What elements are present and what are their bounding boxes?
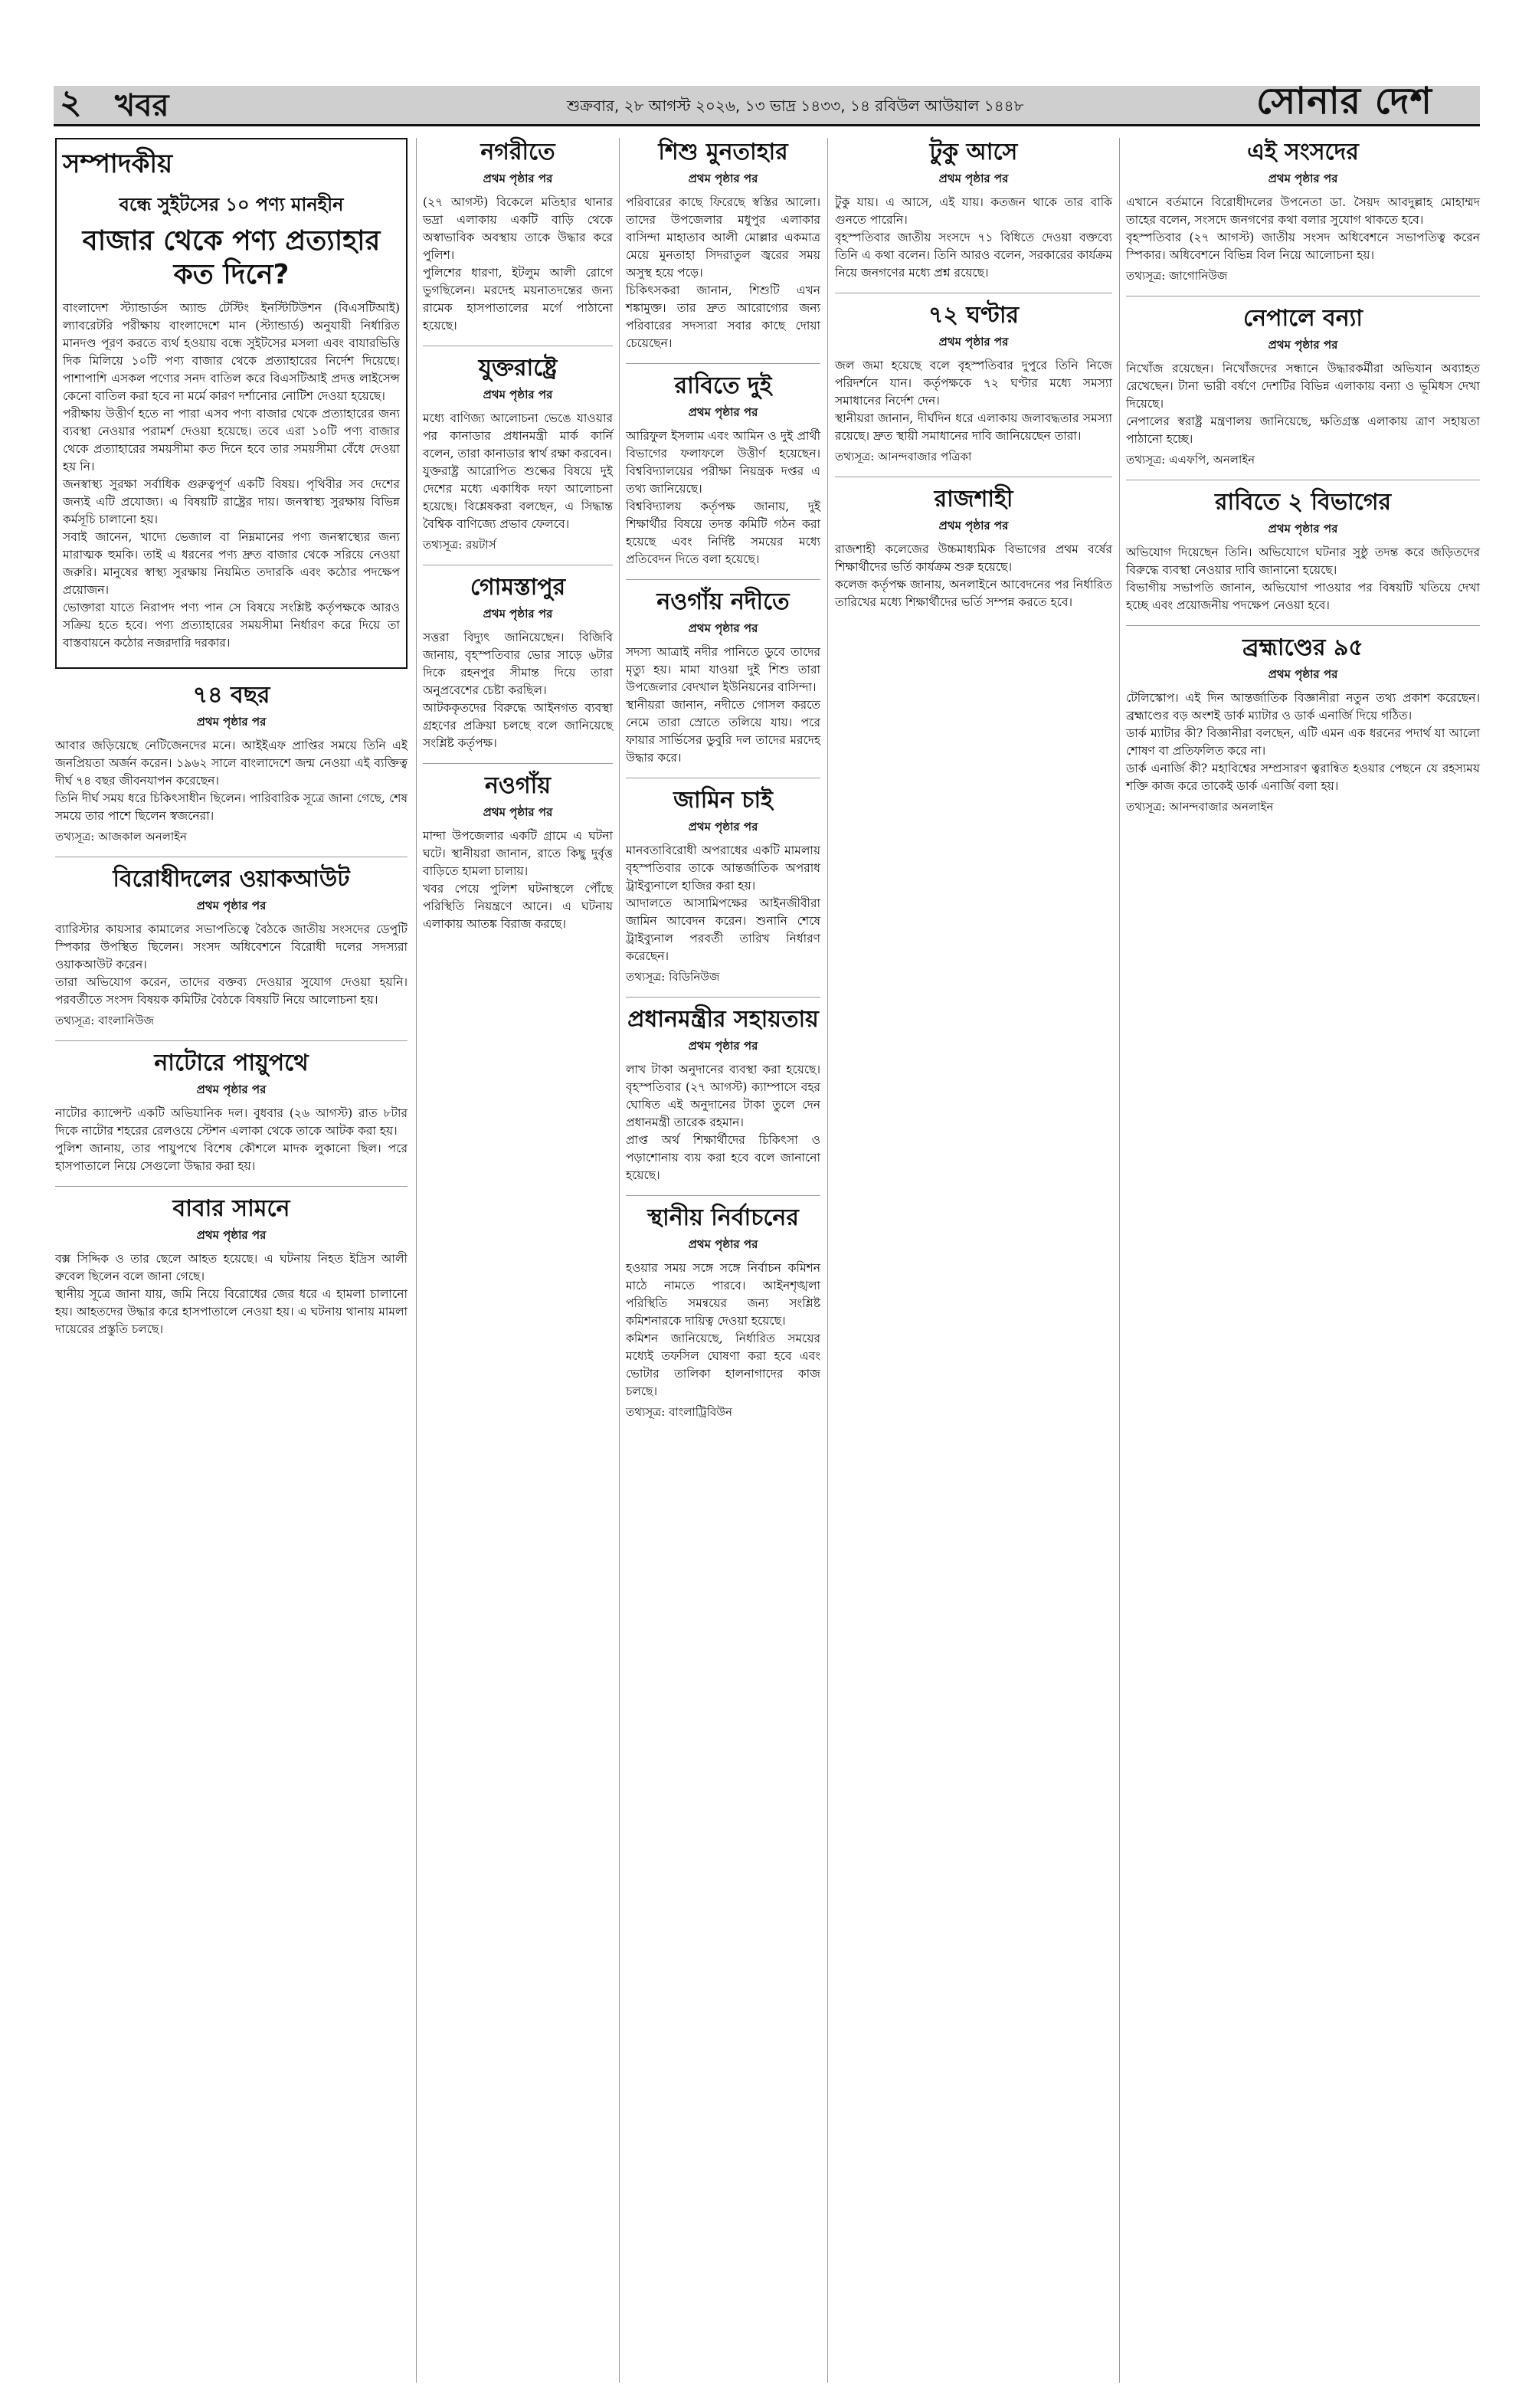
article-universe xyxy=(1126,634,1480,816)
article-paragraph: আবার জড়িয়েছে নেটিজেনদের মনে। আইইএফ প্রাপ্তির সময়ে তিনি এই জনপ্রিয়তা অর্জন করেন। ১৯৬২ সালে বাংলাদেশে জন্ম নেওয়া এই ব্যক্তিত্ব দীর্ঘ ৭৪ বছর জীবনযাপন করেছেন। xyxy=(55,739,408,788)
article-title: টুকু আসে xyxy=(929,139,1018,165)
article-tuku xyxy=(835,138,1112,282)
divider xyxy=(626,363,820,364)
article-paragraph: ডার্ক ম্যাটার কী? বিজ্ঞানীরা বলছেন, এটি এমন এক ধরনের পদার্থ যা আলো শোষণ বা প্রতিফলিত করে না। xyxy=(1126,726,1480,758)
divider xyxy=(1126,625,1480,626)
article-paragraph: রাজশাহী কলেজের উচ্চমাধ্যমিক বিভাগের প্রথম বর্ষের শিক্ষার্থীদের ভর্তি কার্যক্রম শুরু হয়েছে। xyxy=(835,542,1112,574)
continued-label: প্রথম পৃষ্ঠার পর xyxy=(688,405,758,419)
column-4 xyxy=(835,138,1112,622)
continued-label: প্রথম পৃষ্ঠার পর xyxy=(1268,522,1338,536)
article-source: তথ্যসূত্র: আনন্দবাজার পত্রিকা xyxy=(835,450,972,464)
article-title: রাবিতে দুই xyxy=(674,372,772,399)
article-paragraph: টুকু যায়। এ আসে, এই যায়। কতজন থাকে তার বাকি গুনতে পারেনি। xyxy=(835,195,1112,227)
continued-label: প্রথম পৃষ্ঠার পর xyxy=(688,820,758,834)
article-paragraph: প্রাপ্ত অর্থ শিক্ষার্থীদের চিকিৎসা ও পড়াশোনায় ব্যয় করা হবে বলে জানানো হয়েছে। xyxy=(626,1133,820,1182)
continued-label: প্রথম পৃষ্ঠার পর xyxy=(688,1237,758,1251)
article-paragraph: এখানে বর্তমানে বিরোধীদলের উপনেতা ডা. সৈয়দ আবদুল্লাহ মোহাম্মদ তাহের বলেন, সংসদে জনগণের কথা বলার সুযোগ থাকতে হবে। xyxy=(1126,195,1480,227)
article-title: ৭২ ঘণ্টার xyxy=(928,302,1020,329)
article-babar xyxy=(55,1194,408,1338)
article-paragraph: টেলিস্কোপ। এই দিন আন্তর্জাতিক বিজ্ঞানীরা নতুন তথ্য প্রকাশ করেছেন। ব্রহ্মাণ্ডের বড় অংশই ডার্ক ম্যাটার ও ডার্ক এনার্জি দিয়ে গঠিত। xyxy=(1126,691,1480,722)
column-rule xyxy=(416,138,417,2383)
article-paragraph: আদালতে আসামিপক্ষের আইনজীবীরা জামিন আবেদন করেন। শুনানি শেষে ট্রাইব্যুনাল পরবর্তী তারিখ নির্ধারণ করেছেন। xyxy=(626,896,820,963)
article-title: শিশু মুনতাহার xyxy=(658,139,788,165)
article-source: তথ্যসূত্র: জাগোনিউজ xyxy=(1126,269,1228,283)
article-title: নগরীতে xyxy=(480,139,555,165)
article-paragraph: খবর পেয়ে পুলিশ ঘটনাস্থলে পৌঁছে পরিস্থিতি নিয়ন্ত্রণে আনে। এ ঘটনায় এলাকায় আতঙ্ক বিরাজ করছে। xyxy=(423,882,613,931)
article-paragraph: তারা অভিযোগ করেন, তাদের বক্তব্য দেওয়ার সুযোগ দেওয়া হয়নি। পরবর্তীতে সংসদ বিষয়ক কমিটির বৈঠকে বিষয়টি নিয়ে আলোচনা হয়। xyxy=(55,975,408,1007)
article-paragraph: নিখোঁজ রয়েছেন। নিখোঁজদের সন্ধানে উদ্ধারকর্মীরা অভিযান অব্যাহত রেখেছেন। টানা ভারী বর্ষণে দেশটির বিভিন্ন এলাকায় বন্যা ও ভূমিধস দেখা দিয়েছে। xyxy=(1126,362,1480,411)
article-source: তথ্যসূত্র: বাংলানিউজ xyxy=(55,1014,155,1027)
article-source: তথ্যসূত্র: বাংলাট্রিবিউন xyxy=(626,1405,732,1419)
article-title: জামিন চাই xyxy=(673,787,773,814)
continued-label: প্রথম পৃষ্ঠার পর xyxy=(1268,172,1338,185)
divider xyxy=(55,1186,408,1187)
continued-label: প্রথম পৃষ্ঠার পর xyxy=(483,172,553,185)
continued-label: প্রথম পৃষ্ঠার পর xyxy=(938,172,1009,185)
continued-label: প্রথম পৃষ্ঠার পর xyxy=(688,172,758,185)
article-72-hours xyxy=(835,301,1112,466)
article-title: বাবার সামনে xyxy=(172,1195,290,1222)
article-paragraph: সত্তরা বিদ্যুৎ জানিয়েছেন। বিজিবি জানায়, বৃহস্পতিবার ভোর সাড়ে ৬টার দিকে রহনপুর সীমান্ত দিয়ে তারা অনুপ্রবেশের চেষ্টা করছিল। xyxy=(423,631,613,697)
article-title: গোমস্তাপুর xyxy=(470,574,566,601)
article-paragraph: স্থানীয়রা জানান, দীর্ঘদিন ধরে এলাকায় জলাবদ্ধতার সমস্যা রয়েছে। দ্রুত স্থায়ী সমাধানের দাবি জানিয়েছেন তারা। xyxy=(835,411,1112,443)
article-paragraph: মানবতাবিরোধী অপরাধের একটি মামলায় বৃহস্পতিবার তাকে আন্তর্জাতিক অপরাধ ট্রাইব্যুনালে হাজির করা হয়। xyxy=(626,844,820,893)
article-paragraph: (২৭ আগস্ট) বিকেলে মতিহার থানার ভদ্রা এলাকায় একটি বাড়ি থেকে অস্বাভাবিক অবস্থায় তাকে উদ্ধার করে পুলিশ। xyxy=(423,195,613,262)
continued-label: প্রথম পৃষ্ঠার পর xyxy=(938,335,1009,349)
article-source: তথ্যসূত্র: বিডিনিউজ xyxy=(626,970,720,984)
article-paragraph: বক্স সিদ্দিক ও তার ছেলে আহত হয়েছে। এ ঘটনায় নিহত ইদ্রিস আলী রুবেল ছিলেন বলে জানা গেছে। xyxy=(55,1252,408,1283)
article-paragraph: ডার্ক এনার্জি কী? মহাবিশ্বের সম্প্রসারণ ত্বরান্বিত হওয়ার পেছনে যে রহস্যময় শক্তি কাজ করে তাকেই ডার্ক এনার্জি বলা হয়। xyxy=(1126,762,1480,793)
article-paragraph: নেপালের স্বরাষ্ট্র মন্ত্রণালয় জানিয়েছে, ক্ষতিগ্রস্ত এলাকায় ত্রাণ সহায়তা পাঠানো হচ্ছে। xyxy=(1126,414,1480,446)
article-paragraph: স্থানীয় সূত্রে জানা যায়, জমি নিয়ে বিরোধের জের ধরে এ হামলা চালানো হয়। আহতদের উদ্ধার করে হাসপাতালে নেওয়া হয়। এ ঘটনায় থানায় মামলা দায়েরের প্রস্তুতি চলছে। xyxy=(55,1287,408,1336)
article-nepal xyxy=(1126,304,1480,469)
article-local-election xyxy=(626,1204,820,1421)
article-naogaon xyxy=(423,772,613,933)
article-paragraph: চিকিৎসকরা জানান, শিশুটি এখন শঙ্কামুক্ত। তার দ্রুত আরোগ্যের জন্য পরিবারের সদস্যরা সবার কাছে দোয়া চেয়েছেন। xyxy=(626,283,820,350)
article-paragraph: মান্দা উপজেলার একটি গ্রামে এ ঘটনা ঘটে। স্থানীয়রা জানান, রাতে কিছু দুর্বৃত্ত বাড়িতে হামলা চালায়। xyxy=(423,829,613,878)
continued-label: প্রথম পৃষ্ঠার পর xyxy=(688,1039,758,1053)
column-3 xyxy=(626,138,820,1432)
column-rule xyxy=(619,138,620,2383)
article-parliament xyxy=(1126,138,1480,285)
continued-label: প্রথম পৃষ্ঠার পর xyxy=(1268,667,1338,681)
article-title: এই সংসদের xyxy=(1247,139,1359,165)
editorial-body xyxy=(63,300,400,652)
article-title: ব্রহ্মাণ্ডের ৯৫ xyxy=(1242,634,1363,661)
column-5 xyxy=(1126,138,1480,827)
editorial-paragraph: পরীক্ষায় উত্তীর্ণ হতে না পারা এসব পণ্য বাজার থেকে প্রত্যাহারের জন্য ব্যবস্থা নেওয়ার পরামর্শ দেওয়া হয়েছে। তবে এরা ১০টি পণ্য বাজার থেকে প্রত্যাহারের সময়সীমা কত দিনে হবে তার সময়সীমা বেঁধে দেওয়া হয় নি। xyxy=(63,407,400,473)
article-title: নাটোরে পায়ুপথে xyxy=(154,1050,309,1076)
continued-label: প্রথম পৃষ্ঠার পর xyxy=(1268,338,1338,352)
article-shishu xyxy=(626,138,820,352)
article-paragraph: পরিবারের কাছে ফিরেছে স্বস্তির আলো। তাদের উপজেলার মধুপুর এলাকার বাসিন্দা মাহাতাব আলী মোল্লার একমাত্র মেয়ে মুনতাহা সিদরাতুল জ্বরের সময় অসুস্থ হয়ে পড়ে। xyxy=(626,195,820,280)
editorial-paragraph: সবাই জানেন, খাদ্যে ভেজাল বা নিম্নমানের পণ্য জনস্বাস্থ্যের জন্য মারাত্মক হুমকি। তাই এ ধরনের পণ্য দ্রুত বাজার থেকে সরিয়ে নেওয়া জরুরি। মানুষের স্বাস্থ্য সুরক্ষায় নিয়মিত তদারকি এবং কঠোর পদক্ষেপ প্রয়োজন। xyxy=(63,530,400,597)
article-paragraph: তিনি দীর্ঘ সময় ধরে চিকিৎসাধীন ছিলেন। পারিবারিক সূত্রে জানা গেছে, শেষ সময়ে তার পাশে ছিলেন স্বজনেরা। xyxy=(55,791,408,823)
column-2 xyxy=(423,138,613,944)
article-paragraph: আটককৃতদের বিরুদ্ধে আইনগত ব্যবস্থা গ্রহণের প্রক্রিয়া চলছে বলে জানিয়েছে সংশ্লিষ্ট কর্তৃপক্ষ। xyxy=(423,701,613,750)
article-paragraph: স্থানীয়রা জানান, নদীতে গোসল করতে নেমে তারা স্রোতে তলিয়ে যায়। পরে ফায়ার সার্ভিসের ডুবুরি দল তাদের মরদেহ উদ্ধার করে। xyxy=(626,698,820,765)
article-gomastapur xyxy=(423,573,613,752)
divider xyxy=(55,1040,408,1041)
editorial-subtitle: বন্ধে সুইটসের ১০ পণ্য মানহীন xyxy=(119,194,344,215)
article-rabite xyxy=(626,372,820,568)
article-title: বিরোধীদলের ওয়াকআউট xyxy=(113,866,350,893)
newspaper-logo: সোনার দেশ xyxy=(1256,80,1432,123)
page-number: ২ xyxy=(60,83,82,122)
article-naogaon-river xyxy=(626,588,820,767)
divider xyxy=(626,579,820,580)
article-paragraph: কমিশন জানিয়েছে, নির্ধারিত সময়ের মধ্যেই তফসিল ঘোষণা করা হবে এবং ভোটার তালিকা হালনাগাদের কাজ চলছে। xyxy=(626,1332,820,1398)
article-paragraph: পুলিশ জানায়, তার পায়ুপথে বিশেষ কৌশলে মাদক লুকানো ছিল। পরে হাসপাতালে নিয়ে সেগুলো উদ্ধার করা হয়। xyxy=(55,1142,408,1173)
continued-label: প্রথম পৃষ্ঠার পর xyxy=(483,805,553,819)
column-rule xyxy=(827,138,828,2383)
editorial-paragraph: জনস্বাস্থ্য সুরক্ষা সর্বাধিক গুরুত্বপূর্ণ একটি বিষয়। পৃথিবীর সব দেশের জন্যই এটি প্রযোজ্য। এ বিষয়টি রাষ্ট্রের দায়। জনস্বাস্থ্য সুরক্ষায় বিভিন্ন কর্মসূচি চালানো হয়। xyxy=(63,477,400,526)
column-1 xyxy=(55,138,408,1349)
article-rajshahi xyxy=(835,485,1112,611)
article-title: যুক্তরাষ্ট্রে xyxy=(478,355,558,382)
article-source: তথ্যসূত্র: রয়টার্স xyxy=(423,538,496,552)
article-paragraph: নাটোর ক্যান্সেন্ট একটি অভিযানিক দল। বুধবার (২৬ আগস্ট) রাত ৮টার দিকে নাটোর শহরের রেলওয়ে স্টেশন এলাকা থেকে তাকে আটক করা হয়। xyxy=(55,1106,408,1138)
article-title: প্রধানমন্ত্রীর সহায়তায় xyxy=(627,1006,819,1033)
continued-label: প্রথম পৃষ্ঠার পর xyxy=(196,899,267,912)
continued-label: প্রথম পৃষ্ঠার পর xyxy=(688,621,758,635)
continued-label: প্রথম পৃষ্ঠার পর xyxy=(196,715,267,729)
article-paragraph: বৃহস্পতিবার জাতীয় সংসদে ৭১ বিধিতে দেওয়া বক্তব্যে তিনি এ কথা বলেন। তিনি আরও বলেন, সরকারের কার্যক্রম নিয়ে জনগণের মধ্যে প্রশ্ন রয়েছে। xyxy=(835,231,1112,280)
editorial-paragraph: বাংলাদেশ স্ট্যান্ডার্ডস অ্যান্ড টেস্টিং ইনস্টিটিউশন (বিএসটিআই) ল্যাবরেটরি পরীক্ষায় বাংলাদেশে মান (স্ট্যান্ডার্ড) অনুযায়ী নির্ধারিত মানদণ্ড পূরণ করতে ব্যর্থ হওয়ায় বন্ধে সুইটসের মসলা এবং বাযারভিত্তি দিক মিলিয়ে ১০টি পণ্য বাজার থেকে প্রত্যাহারের নির্দেশ দিয়েছে। পাশাপাশি এসকল পণ্যের সনদ বাতিল করে বিএসটিআই প্রদত্ত লাইসেন্স কেনো বাতিল করা হবে না মর্মে কারণ দর্শানোর নোটিশ দেওয়া হয়েছে। xyxy=(63,301,400,403)
dateline: শুক্রবার, ২৮ আগস্ট ২০২৬, ১৩ ভাদ্র ১৪৩৩, ১৪ রবিউল আউয়াল ১৪৪৮ xyxy=(567,97,1024,115)
article-paragraph: অভিযোগ দিয়েছেন তিনি। অভিযোগে ঘটনার সুষ্ঠু তদন্ত করে জড়িতদের বিরুদ্ধে ব্যবস্থা নেওয়ার দাবি জানানো হয়েছে। xyxy=(1126,545,1480,577)
article-paragraph: মধ্যে বাণিজ্য আলোচনা ভেঙে যাওয়ার পর কানাডার প্রধানমন্ত্রী মার্ক কার্নি বলেন, তারা কানাডার স্বার্থ রক্ষা করবেন। xyxy=(423,411,613,460)
article-paragraph: পুলিশের ধারণা, ইটলুম আলী রোগে ভুগছিলেন। মরদেহ ময়নাতদন্তের জন্য রামেক হাসপাতালের মর্গে পাঠানো হয়েছে। xyxy=(423,266,613,333)
article-usa xyxy=(423,354,613,554)
article-paragraph: আরিফুল ইসলাম এবং আমিন ও দুই প্রার্থী বিভাগের ফলাফলে উত্তীর্ণ হয়েছেন। বিশ্ববিদ্যালয়ের পরীক্ষা নিয়ন্ত্রক দপ্তর এ তথ্য জানিয়েছে। xyxy=(626,429,820,496)
continued-label: প্রথম পৃষ্ঠার পর xyxy=(483,388,553,401)
article-title: ৭৪ বছর xyxy=(192,682,270,709)
article-source: তথ্যসূত্র: আনন্দবাজার অনলাইন xyxy=(1126,800,1274,814)
article-natore xyxy=(55,1049,408,1175)
article-paragraph: লাখ টাকা অনুদানের ব্যবস্থা করা হয়েছে। বৃহস্পতিবার (২৭ আগস্ট) ক্যাম্পাসে বহর ঘোষিত এই অনুদানের টাকা তুলে দেন প্রধানমন্ত্রী তারেক রহমান। xyxy=(626,1063,820,1129)
article-pm-help xyxy=(626,1005,820,1184)
article-title: রাজশাহী xyxy=(934,486,1013,513)
article-nagaritay xyxy=(423,138,613,335)
article-paragraph: হওয়ার সময় সঙ্গে সঙ্গে নির্বাচন কমিশন মাঠে নামতে পারবে। আইনশৃঙ্খলা পরিস্থিতি সমন্বয়ের জন্য সংশ্লিষ্ট কমিশনারকে দায়িত্ব দেওয়া হয়েছে। xyxy=(626,1261,820,1328)
editorial-title: বাজার থেকে পণ্য প্রত্যাহার কত দিনে? xyxy=(82,225,381,290)
article-paragraph: বিশ্ববিদ্যালয় কর্তৃপক্ষ জানায়, দুই শিক্ষার্থীর বিষয়ে তদন্ত কমিটি গঠন করা হয়েছে এবং নির্দিষ্ট সময়ের মধ্যে প্রতিবেদন দিতে বলা হয়েছে। xyxy=(626,500,820,566)
article-jamin xyxy=(626,786,820,986)
divider xyxy=(626,997,820,998)
article-paragraph: জল জমা হয়েছে বলে বৃহস্পতিবার দুপুরে তিনি নিজে পরিদর্শনে যান। কর্তৃপক্ষকে ৭২ ঘণ্টার মধ্যে সমস্যা সমাধানের নির্দেশ দেন। xyxy=(835,359,1112,408)
article-title: নেপালে বন্যা xyxy=(1243,305,1363,332)
divider xyxy=(626,1195,820,1196)
article-source: তথ্যসূত্র: এএফপি, অনলাইন xyxy=(1126,453,1255,467)
continued-label: প্রথম পৃষ্ঠার পর xyxy=(196,1228,267,1242)
article-title: রাবিতে ২ বিভাগের xyxy=(1215,489,1391,516)
editorial-label: সম্পাদকীয় xyxy=(63,149,173,179)
article-paragraph: কলেজ কর্তৃপক্ষ জানায়, অনলাইনে আবেদনের পর নির্ধারিত তারিখের মধ্যে শিক্ষার্থীদের ভর্তি সম্পন্ন করতে হবে। xyxy=(835,578,1112,609)
article-paragraph: বিভাগীয় সভাপতি জানান, অভিযোগ পাওয়ার পর বিষয়টি খতিয়ে দেখা হচ্ছে এবং প্রয়োজনীয় পদক্ষেপ নেওয়া হবে। xyxy=(1126,581,1480,612)
article-paragraph: যুক্তরাষ্ট্র আরোপিত শুল্কের বিষয়ে দুই দেশের মধ্যে একাধিক দফা আলোচনা হয়েছে। বিশ্লেষকরা বলছেন, এ সিদ্ধান্ত বৈশ্বিক বাণিজ্যে প্রভাব ফেলবে। xyxy=(423,464,613,531)
article-paragraph: সদস্য আত্রাই নদীর পানিতে ডুবে তাদের মৃত্যু হয়। মামা যাওয়া দুই শিশু তারা উপজেলার বেদখাল ইউনিয়নের বাসিন্দা। xyxy=(626,645,820,694)
article-rabite-2 xyxy=(1126,488,1480,614)
article-title: নওগাঁয় নদীতে xyxy=(656,588,790,615)
continued-label: প্রথম পৃষ্ঠার পর xyxy=(938,519,1009,532)
article-title: স্থানীয় নির্বাচনের xyxy=(647,1204,799,1231)
article-title: নওগাঁয় xyxy=(484,772,552,799)
editorial-paragraph: ভোক্তারা যাতে নিরাপদ পণ্য পান সে বিষয়ে সংশ্লিষ্ট কর্তৃপক্ষকে আরও সক্রিয় হতে হবে। পণ্য প্রত্যাহারের সময়সীমা নির্ধারণ করে দিয়ে তা বাস্তবায়নে কঠোর নজরদারি দরকার। xyxy=(63,601,400,650)
article-paragraph: বৃহস্পতিবার (২৭ আগস্ট) জাতীয় সংসদ অধিবেশনে সভাপতিত্ব করেন স্পিকার। অধিবেশনে বিভিন্ন বিল নিয়ে আলোচনা হয়। xyxy=(1126,231,1480,262)
article-source: তথ্যসূত্র: আজকাল অনলাইন xyxy=(55,830,188,844)
divider xyxy=(423,763,613,764)
article-paragraph: ব্যারিস্টার কায়সার কামালের সভাপতিত্বে বৈঠকে জাতীয় সংসদের ডেপুটি স্পিকার উপস্থিত ছিলেন। সংসদ অধিবেশনে বিরোধী দলের সদস্যরা ওয়াকআউট করেন। xyxy=(55,922,408,971)
column-rule xyxy=(1119,138,1120,2383)
article-74-years xyxy=(55,681,408,846)
article-walkout xyxy=(55,865,408,1030)
continued-label: প্রথম পৃষ্ঠার পর xyxy=(483,607,553,621)
section-name: খবর xyxy=(115,88,169,123)
editorial-box xyxy=(55,138,408,669)
continued-label: প্রথম পৃষ্ঠার পর xyxy=(196,1083,267,1096)
